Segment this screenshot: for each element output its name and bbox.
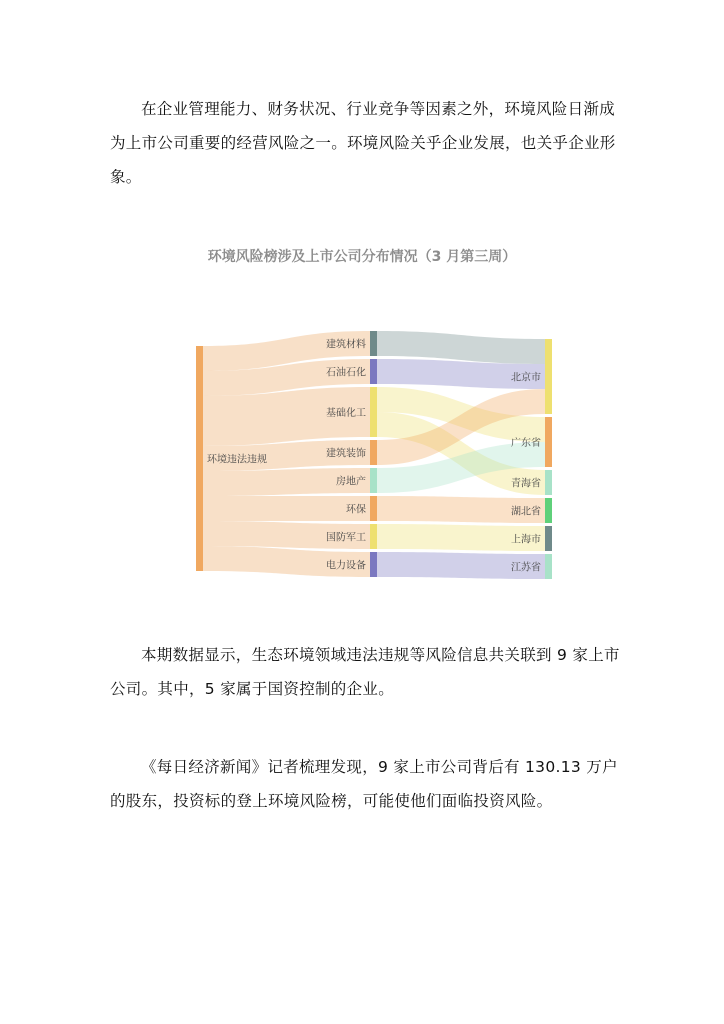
sankey-node-label: 江苏省	[511, 562, 541, 574]
sankey-node-label: 广东省	[511, 438, 541, 449]
sankey-node-label: 建筑装饰	[326, 448, 366, 460]
sankey-node-label: 国防军工	[326, 532, 366, 544]
sankey-node	[370, 524, 377, 549]
sankey-node-label: 房地产	[336, 476, 366, 488]
intro-paragraph: 在企业管理能力、财务状况、行业竞争等因素之外，环境风险日渐成为上市公司重要的经营风险之一。环境风险关乎企业发展，也关乎企业形象。	[110, 100, 616, 186]
sankey-node	[370, 552, 377, 577]
figure-title: 环境风险榜涉及上市公司分布情况（3 月第三周）	[207, 249, 517, 265]
sankey-node-label: 石油石化	[326, 367, 366, 379]
sankey-node-label: 湖北省	[511, 506, 541, 518]
sankey-node	[370, 331, 377, 356]
sankey-node-label: 北京市	[511, 372, 541, 384]
sankey-link	[203, 496, 370, 521]
sankey-node-label: 环境违法违规	[207, 454, 267, 466]
sankey-node	[370, 440, 377, 465]
sankey-node-label: 电力设备	[326, 560, 366, 572]
shareholder-paragraph: 《每日经济新闻》记者梳理发现，9 家上市公司背后有 130.13 万户的股东，投资标的登上环境风险榜，可能使他们面临投资风险。	[110, 758, 618, 810]
sankey-node	[545, 417, 552, 467]
sankey-node-label: 青海省	[511, 478, 541, 490]
sankey-node	[370, 496, 377, 521]
sankey-node	[545, 498, 552, 523]
sankey-node-label: 上海市	[511, 534, 541, 546]
sankey-node-label: 建筑材料	[326, 339, 366, 351]
sankey-node	[370, 387, 377, 437]
sankey-node	[545, 339, 552, 414]
sankey-link	[377, 331, 545, 364]
sankey-chart	[0, 320, 724, 590]
sankey-node-label: 环保	[346, 504, 366, 516]
sankey-node	[545, 526, 552, 551]
sankey-node	[196, 346, 203, 571]
sankey-node-label: 基础化工	[326, 408, 366, 419]
sankey-node	[545, 470, 552, 495]
data-paragraph: 本期数据显示，生态环境领域违法违规等风险信息共关联到 9 家上市公司。其中，5 家属于国资控制的企业。	[110, 646, 620, 698]
sankey-node	[370, 359, 377, 384]
sankey-node	[545, 554, 552, 579]
sankey-node	[370, 468, 377, 493]
